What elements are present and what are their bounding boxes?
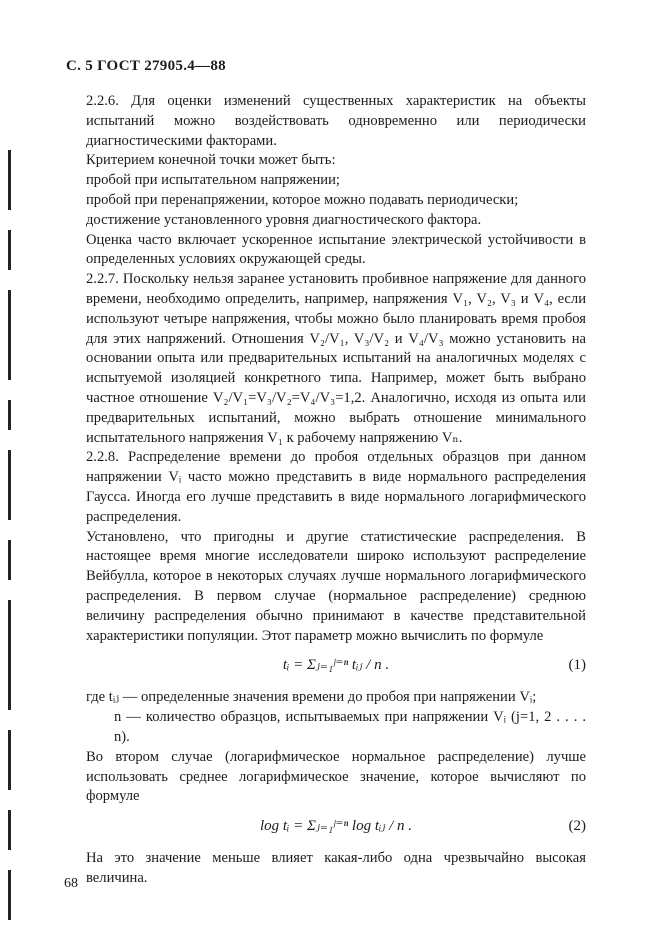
formula-1-expression: tᵢ = Σⱼ₌₁ʲ⁼ⁿ tᵢⱼ / n . [282, 657, 390, 674]
closing-paragraph: На это значение меньше влияет какая-либо одна чрезвычайно высокая величина. [86, 850, 586, 886]
paragraph-2-2-7: 2.2.7. Поскольку нельзя заранее установить пробивное напряжение для данного времени, необходимо определить, например, напряжения V₁, V₂, V₃ и V₄, если используют четыре напряжения, чтобы можно было планировать время пробоя для этих напряжений. Отношения V₂/V₁, V₃/V₂ и V₄/V₃ можно установить на основании опыта или предварительных испытаний на аналогичных моделях с испытуемой изоляцией конкретного типа. Например, может быть выбрано частное отношение V₂/V₁=V₃/V₂=V₄/V₃=1,2. Аналогично, исходя из опыта или предварительных испытаний, можно выбрать отношение минимального испытательного напряжения V₁ к рабочему напряжению Vₙ. [86, 271, 586, 446]
criteria-intro: Критерием конечной точки может быть: [86, 152, 336, 169]
distributions-paragraph: Установлено, что пригодны и другие статистические распределения. В настоящее время многие исследователи широко используют распределение Вейбулла, которое в некоторых случаях лучше нормального логарифмического распределения. В первом случае (нормальное распределение) среднюю величину распределения обычно принимают в качестве представительной характеристики популяции. Этот параметр можно вычислить по формуле [86, 528, 586, 644]
formula-1-definitions [86, 688, 586, 747]
criteria-item-2: пробой при перенапряжении, которое можно подавать периодически; [86, 191, 519, 208]
formula-2-expression: log tᵢ = Σⱼ₌₁ʲ⁼ⁿ log tᵢⱼ / n . [259, 818, 413, 835]
formula-2 [86, 809, 586, 847]
scan-binding-edge [8, 150, 12, 920]
document-body [86, 92, 586, 889]
formula-1 [86, 648, 586, 686]
formula-2-number: (2) [568, 818, 586, 835]
lognormal-paragraph: Во втором случае (логарифмическое нормальное распределение) лучше использовать среднее логарифмическое значение, которое вычисляют по формуле [86, 748, 586, 805]
formula-1-number: (1) [568, 657, 586, 674]
criteria-item-1: пробой при испытательном напряжении; [86, 172, 340, 189]
assessment-paragraph: Оценка часто включает ускоренное испытание электрической устойчивости в определенных условиях окружающей среды. [86, 231, 586, 268]
criteria-item-3: достижение установленного уровня диагностического фактора. [86, 211, 482, 228]
paragraph-2-2-6: 2.2.6. Для оценки изменений существенных характеристик на объекты испытаний можно воздействовать одновременно или периодически диагностическими факторами. [86, 93, 586, 149]
definition-n: n — количество образцов, испытываемых при напряжении Vᵢ (j=1, 2 . . . . n). [114, 709, 586, 745]
paragraph-2-2-8: 2.2.8. Распределение времени до пробоя отдельных образцов при данном напряжении Vᵢ часто можно представить в виде нормального распределения Гаусса. Иногда его лучше представить в виде нормального логарифмического распределения. [86, 449, 586, 525]
page-header: С. 5 ГОСТ 27905.4—88 [66, 58, 226, 74]
definition-tij: где tᵢⱼ — определенные значения времени до пробоя при напряжении Vᵢ; [86, 689, 537, 706]
page-number: 68 [64, 876, 78, 891]
